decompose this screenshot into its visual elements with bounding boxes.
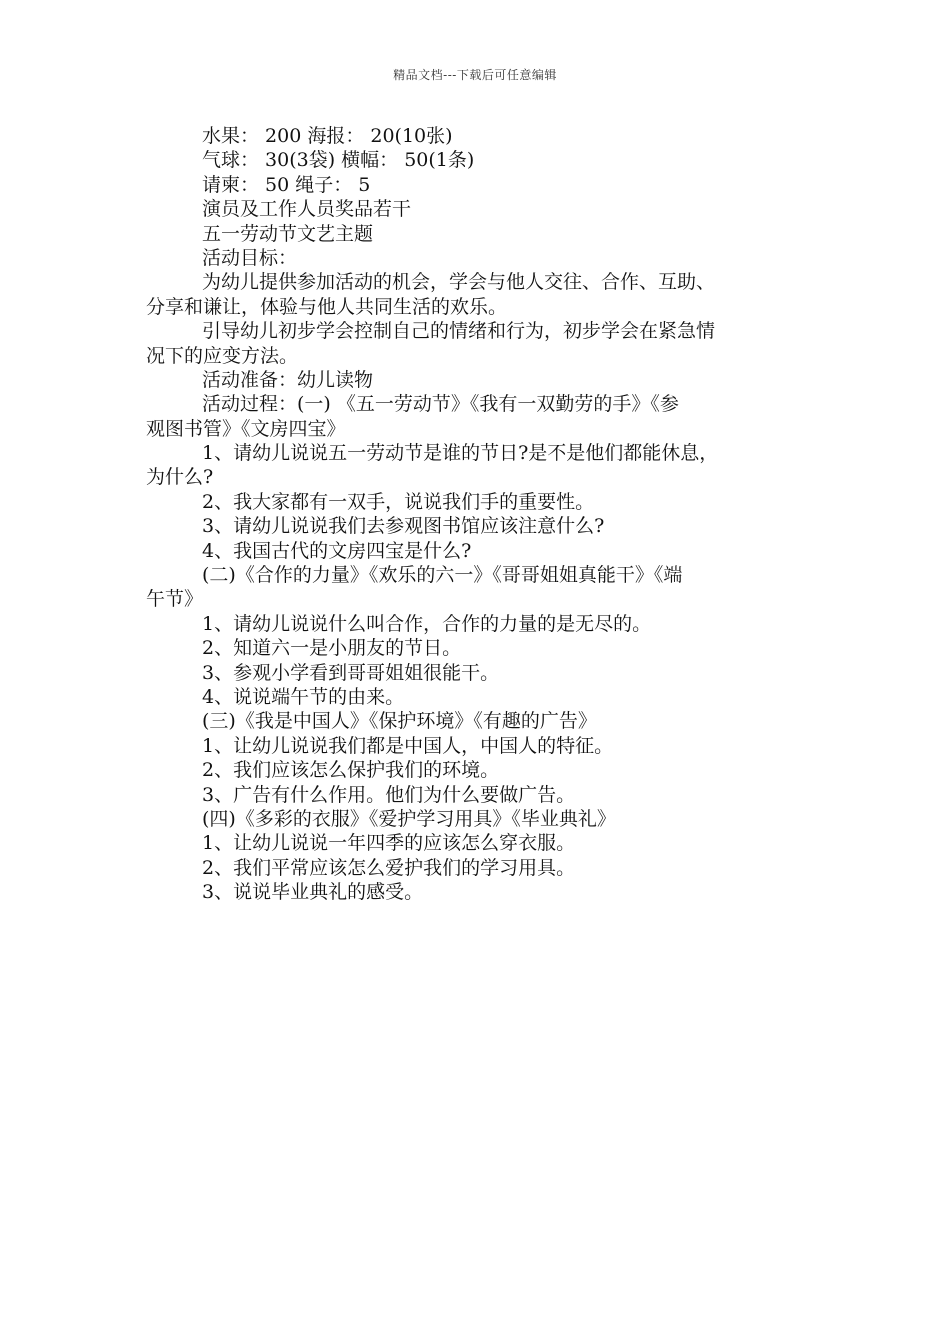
paragraph-line: 引导幼儿初步学会控制自己的情绪和行为，初步学会在紧急情 (202, 320, 716, 343)
list-item: 2、我大家都有一双手，说说我们手的重要性。 (202, 490, 595, 513)
section-heading: 午节》 (146, 588, 204, 611)
text-line: 演员及工作人员奖品若干 (202, 198, 412, 221)
list-item: 4、说说端午节的由来。 (202, 685, 405, 708)
list-item: 2、我们应该怎么保护我们的环境。 (202, 759, 500, 782)
list-item: 为什么? (146, 466, 214, 489)
list-item: 1、请幼儿说说五一劳动节是谁的节日?是不是他们都能休息， (202, 442, 719, 465)
section-heading: (三)《我是中国人》《保护环境》《有趣的广告》 (202, 710, 597, 733)
text-line: 请柬： 50 绳子： 5 (202, 173, 371, 196)
list-item: 2、我们平常应该怎么爱护我们的学习用具。 (202, 856, 576, 879)
list-item: 3、请幼儿说说我们去参观图书馆应该注意什么? (202, 515, 605, 538)
list-item: 1、让幼儿说说我们都是中国人，中国人的特征。 (202, 734, 614, 757)
paragraph-line: 况下的应变方法。 (146, 344, 299, 367)
list-item: 2、知道六一是小朋友的节日。 (202, 637, 462, 660)
document-body (146, 124, 810, 905)
paragraph-line: 分享和谦让，体验与他人共同生活的欢乐。 (146, 295, 508, 318)
list-item: 3、广告有什么作用。他们为什么要做广告。 (202, 783, 576, 806)
section-heading: 活动准备：幼儿读物 (202, 368, 374, 391)
section-heading: (四)《多彩的衣服》《爱护学习用具》《毕业典礼》 (202, 807, 616, 830)
text-line: 气球： 30(3袋) 横幅： 50(1条) (202, 149, 475, 172)
section-heading: 活动目标： (202, 246, 298, 269)
list-item: 1、请幼儿说说什么叫合作，合作的力量的是无尽的。 (202, 612, 652, 635)
paragraph-line: 为幼儿提供参加活动的机会，学会与他人交往、合作、互助、 (202, 271, 716, 294)
list-item: 4、我国古代的文房四宝是什么? (202, 539, 472, 562)
paragraph-line: 活动过程：(一) 《五一劳动节》《我有一双勤劳的手》《参 (202, 393, 679, 416)
section-heading: (二)《合作的力量》《欢乐的六一》《哥哥姐姐真能干》《端 (202, 564, 683, 587)
section-title: 五一劳动节文艺主题 (202, 222, 374, 245)
list-item: 3、说说毕业典礼的感受。 (202, 881, 424, 904)
list-item: 1、让幼儿说说一年四季的应该怎么穿衣服。 (202, 832, 576, 855)
text-line: 水果： 200 海报： 20(10张) (202, 125, 453, 147)
page-header: 精品文档---下载后可任意编辑 (393, 68, 557, 82)
list-item: 3、参观小学看到哥哥姐姐很能干。 (202, 661, 500, 684)
paragraph-line: 观图书管》《文房四宝》 (146, 417, 346, 440)
